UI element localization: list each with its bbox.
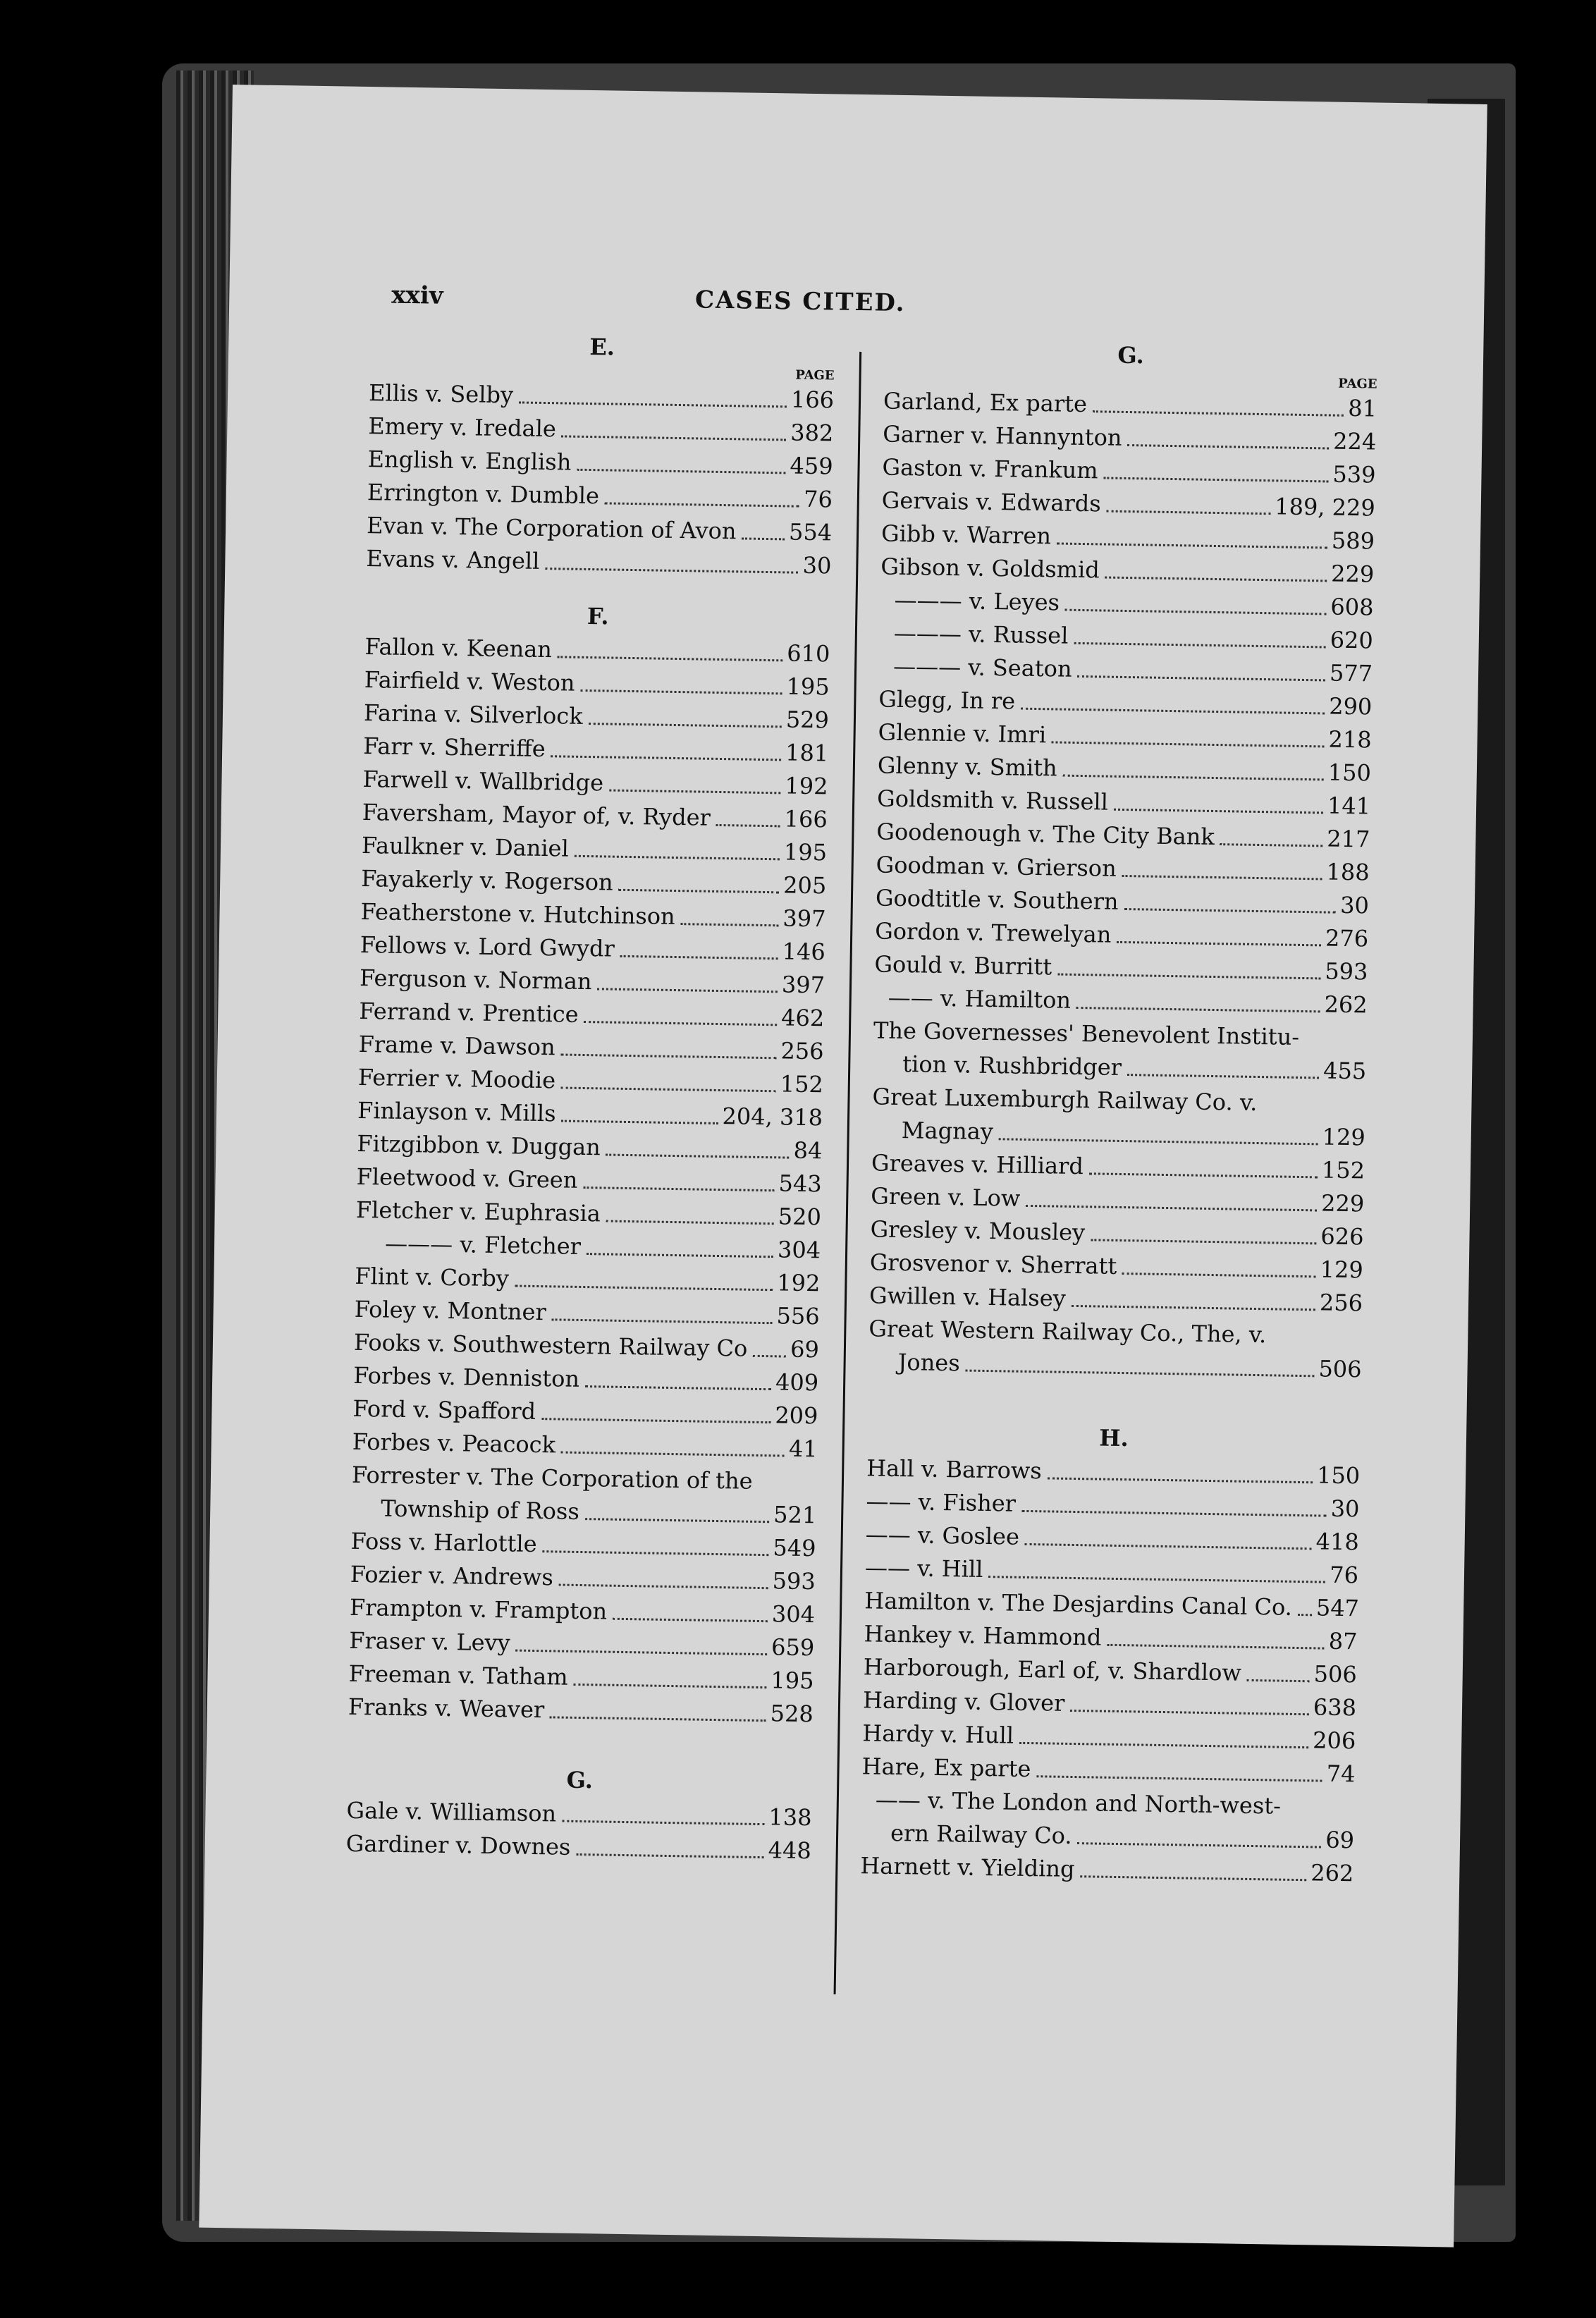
case-name: Green v. Low xyxy=(871,1182,1021,1212)
leader-dots xyxy=(716,824,780,827)
case-name: Glenny v. Smith xyxy=(877,752,1058,782)
leader-dots xyxy=(606,1220,774,1225)
leader-dots xyxy=(541,1418,771,1423)
case-name: Ferguson v. Norman xyxy=(359,964,592,995)
page-reference: 30 xyxy=(1339,891,1370,919)
case-name: Emery v. Iredale xyxy=(368,412,557,443)
page-reference: 620 xyxy=(1330,626,1374,654)
section-heading: F. xyxy=(587,602,609,630)
book-page xyxy=(199,85,1487,2248)
page-reference: 129 xyxy=(1320,1256,1364,1284)
leader-dots xyxy=(1026,1205,1317,1211)
case-name: Goodman v. Grierson xyxy=(876,851,1117,882)
page-reference: 304 xyxy=(777,1236,821,1264)
page-reference: 229 xyxy=(1320,1189,1365,1218)
case-name: Gordon v. Trewelyan xyxy=(874,917,1112,948)
case-name: Ferrier v. Moodie xyxy=(357,1063,556,1094)
case-name: Glennie v. Imri xyxy=(878,718,1047,749)
case-name: Frampton v. Frampton xyxy=(349,1593,608,1625)
leader-dots xyxy=(561,1086,776,1092)
leader-dots xyxy=(1093,410,1344,417)
case-name: Fairfield v. Weston xyxy=(364,666,575,697)
case-name: Hankey v. Hammond xyxy=(864,1620,1102,1651)
leader-dots xyxy=(1019,1742,1308,1748)
leader-dots xyxy=(1220,843,1323,847)
case-name: Harborough, Earl of, v. Shardlow xyxy=(863,1653,1242,1686)
page-reference: 166 xyxy=(784,805,828,833)
leader-dots xyxy=(1127,1074,1319,1079)
page-reference: 195 xyxy=(783,838,828,866)
page-reference: 76 xyxy=(1329,1561,1359,1589)
leader-dots xyxy=(577,469,785,474)
leader-dots xyxy=(1103,477,1328,482)
page-reference: 659 xyxy=(771,1633,815,1662)
page-reference: 608 xyxy=(1330,593,1374,621)
page-column-label: PAGE xyxy=(795,367,835,384)
case-name: Harding v. Glover xyxy=(862,1686,1065,1717)
leader-dots xyxy=(1114,809,1323,814)
leader-dots xyxy=(1122,1273,1316,1277)
page-reference: 146 xyxy=(782,938,826,966)
page-reference: 589 xyxy=(1331,527,1375,555)
leader-dots xyxy=(515,1284,773,1291)
leader-dots xyxy=(516,1650,768,1656)
page-reference: 539 xyxy=(1332,460,1376,489)
section-heading: G. xyxy=(566,1766,594,1794)
page-reference: 610 xyxy=(787,639,830,668)
page-reference: 304 xyxy=(771,1600,816,1629)
case-name: Greaves v. Hilliard xyxy=(871,1149,1084,1180)
case-name: —— v. The London and North-west- xyxy=(875,1786,1282,1820)
leader-dots xyxy=(558,656,782,661)
page-reference: 448 xyxy=(768,1836,812,1865)
case-name: Gaston v. Frankum xyxy=(882,453,1098,484)
page-reference: 262 xyxy=(1324,991,1368,1019)
page-reference: 549 xyxy=(773,1534,816,1562)
leader-dots xyxy=(559,1584,768,1590)
case-entry xyxy=(345,1827,811,1868)
case-entry xyxy=(873,1014,1367,1088)
page-reference: 206 xyxy=(1312,1727,1356,1755)
page-reference: 224 xyxy=(1332,427,1377,455)
leader-dots xyxy=(550,1716,766,1722)
page-column-label: PAGE xyxy=(1338,376,1377,392)
case-name: Fellows v. Lord Gwydr xyxy=(360,931,615,962)
leader-dots xyxy=(1025,1543,1312,1550)
case-name: Flint v. Corby xyxy=(355,1262,510,1292)
leader-dots xyxy=(1122,875,1322,880)
case-name: Great Luxemburgh Railway Co. v. xyxy=(872,1083,1258,1117)
case-name: Gresley v. Mousley xyxy=(870,1215,1086,1246)
case-name: Evan v. The Corporation of Avon xyxy=(366,512,737,545)
case-name: Foley v. Montner xyxy=(354,1295,547,1326)
page-reference: 218 xyxy=(1328,725,1372,754)
page-header xyxy=(391,281,1210,336)
case-name: Goodtitle v. Southern xyxy=(875,884,1119,915)
case-name: Fleetwood v. Green xyxy=(356,1163,578,1194)
case-name: Hare, Ex parte xyxy=(861,1753,1031,1783)
case-entry xyxy=(871,1080,1365,1154)
leader-dots xyxy=(1247,1679,1310,1682)
case-entry xyxy=(861,1783,1355,1857)
leader-dots xyxy=(560,1053,776,1059)
page-reference: 554 xyxy=(788,518,833,546)
leader-dots xyxy=(561,1452,785,1457)
page-reference: 276 xyxy=(1325,924,1369,952)
leader-dots xyxy=(1105,577,1327,582)
leader-dots xyxy=(588,723,781,728)
case-name: Finlayson v. Mills xyxy=(357,1096,556,1127)
page-reference: 150 xyxy=(1316,1461,1361,1490)
page-reference: 262 xyxy=(1310,1859,1354,1887)
page-reference: 69 xyxy=(790,1335,820,1363)
leader-dots xyxy=(1021,708,1325,715)
case-name: Fozier v. Andrews xyxy=(350,1560,554,1591)
leader-dots xyxy=(1036,1775,1322,1782)
case-entry xyxy=(860,1849,1354,1890)
case-name: Forbes v. Peacock xyxy=(352,1428,556,1459)
leader-dots xyxy=(587,1253,773,1258)
leader-dots xyxy=(613,1618,768,1622)
case-name: Fitzgibbon v. Duggan xyxy=(357,1129,601,1161)
page-reference: 593 xyxy=(772,1567,816,1595)
page-reference: 138 xyxy=(768,1803,812,1832)
case-name: Hall v. Barrows xyxy=(866,1454,1043,1485)
page-reference: 192 xyxy=(777,1269,821,1297)
case-name: Fallon v. Keenan xyxy=(364,633,553,663)
page-reference: 166 xyxy=(790,386,835,414)
case-name: —— v. Hill xyxy=(864,1554,983,1583)
case-name: Gibson v. Goldsmid xyxy=(880,553,1100,584)
case-name: Glegg, In re xyxy=(878,685,1016,715)
leader-dots xyxy=(583,1186,774,1191)
page-reference: 521 xyxy=(773,1501,817,1529)
case-name: Gibb v. Warren xyxy=(880,520,1052,550)
page-reference: 397 xyxy=(781,971,825,999)
leader-dots xyxy=(1080,1875,1306,1881)
leader-dots xyxy=(1117,941,1321,947)
page-reference: 382 xyxy=(790,419,834,447)
right-column xyxy=(860,338,1377,1891)
case-name: Gardiner v. Downes xyxy=(345,1829,571,1860)
case-name: Fayakerly v. Rogerson xyxy=(361,865,613,896)
page-reference: 189, 229 xyxy=(1274,493,1376,522)
case-name: Ellis v. Selby xyxy=(368,379,514,409)
case-name-cont: Township of Ross xyxy=(381,1495,580,1525)
leader-dots xyxy=(1065,609,1327,615)
page-reference: 593 xyxy=(1325,957,1368,986)
case-name: Evans v. Angell xyxy=(366,545,540,575)
leader-dots xyxy=(1048,1477,1313,1483)
leader-dots xyxy=(1077,675,1325,682)
case-name: Farwell v. Wallbridge xyxy=(362,766,604,797)
leader-dots xyxy=(1070,1710,1309,1715)
leader-dots xyxy=(1107,1644,1324,1650)
leader-dots xyxy=(580,689,782,694)
page-reference: 81 xyxy=(1347,394,1377,422)
leader-dots xyxy=(1077,1842,1321,1848)
leader-dots xyxy=(966,1370,1315,1378)
case-name: Goldsmith v. Russell xyxy=(876,785,1109,816)
page-reference: 229 xyxy=(1330,560,1375,588)
page-reference: 205 xyxy=(782,871,827,900)
page-reference: 141 xyxy=(1327,792,1371,820)
page-reference: 181 xyxy=(785,739,829,767)
case-name: Farina v. Silverlock xyxy=(363,699,583,730)
leader-dots xyxy=(1074,642,1325,649)
case-name-cont: Jones xyxy=(897,1349,961,1377)
page-reference: 209 xyxy=(775,1402,818,1430)
page-reference: 462 xyxy=(780,1004,825,1032)
left-column xyxy=(345,330,835,1868)
page-reference: 528 xyxy=(770,1700,814,1728)
leader-dots xyxy=(609,790,780,795)
case-name-cont: Magnay xyxy=(901,1117,994,1146)
leader-dots xyxy=(620,955,778,960)
case-name: ——— v. Fletcher xyxy=(384,1229,582,1260)
leader-dots xyxy=(1298,1614,1312,1616)
page-reference: 547 xyxy=(1315,1594,1360,1622)
page-reference: 69 xyxy=(1325,1826,1355,1854)
leader-dots xyxy=(618,889,779,894)
page-reference: 506 xyxy=(1313,1660,1358,1688)
case-name: Frame v. Dawson xyxy=(358,1030,555,1061)
page-reference: 195 xyxy=(786,673,830,701)
section-gap xyxy=(348,1724,814,1770)
page-reference: 543 xyxy=(778,1170,822,1198)
page-reference: 152 xyxy=(780,1070,824,1098)
leader-dots xyxy=(1127,444,1329,449)
page-reference: 529 xyxy=(785,706,830,734)
leader-dots xyxy=(606,1154,790,1159)
leader-dots xyxy=(575,855,780,861)
section-heading: E. xyxy=(589,333,615,361)
page-reference: 76 xyxy=(803,485,833,513)
page-reference: 41 xyxy=(788,1435,818,1463)
case-name: —— v. Fisher xyxy=(866,1488,1017,1517)
leader-dots xyxy=(584,1021,777,1026)
case-name-cont: tion v. Rushbridger xyxy=(902,1050,1122,1081)
case-name: Farr v. Sherriffe xyxy=(362,732,546,763)
leader-dots xyxy=(576,1853,763,1858)
leader-dots xyxy=(753,1355,786,1358)
case-name: Garner v. Hannynton xyxy=(883,420,1122,451)
leader-dots xyxy=(585,1385,771,1390)
leader-dots xyxy=(1076,1007,1320,1012)
page-reference: 87 xyxy=(1328,1627,1358,1655)
page-reference: 256 xyxy=(1319,1289,1363,1317)
case-name: Faulkner v. Daniel xyxy=(361,832,570,862)
section-heading: H. xyxy=(1099,1424,1129,1452)
leader-dots xyxy=(1063,775,1324,781)
case-name: ——— v. Seaton xyxy=(892,652,1072,682)
case-entry xyxy=(351,1459,817,1532)
case-name: Gwillen v. Halsey xyxy=(868,1282,1067,1312)
case-name: Franks v. Weaver xyxy=(348,1693,545,1724)
page-reference: 188 xyxy=(1326,858,1370,886)
page-reference: 520 xyxy=(778,1203,822,1231)
case-name: Fraser v. Levy xyxy=(349,1626,511,1657)
leader-dots xyxy=(1057,542,1327,548)
page-reference: 556 xyxy=(776,1302,820,1330)
case-name: Gervais v. Edwards xyxy=(881,486,1102,517)
case-name: Hardy v. Hull xyxy=(862,1719,1014,1749)
case-name: Grosvenor v. Sherratt xyxy=(869,1249,1117,1280)
page-reference: 577 xyxy=(1329,659,1373,687)
case-name: ——— v. Leyes xyxy=(894,586,1060,616)
page-reference: 195 xyxy=(771,1667,814,1695)
leader-dots xyxy=(597,988,777,993)
page-reference: 204, 318 xyxy=(722,1103,823,1132)
leader-dots xyxy=(542,1550,768,1556)
page-reference: 217 xyxy=(1327,825,1370,853)
page-reference: 192 xyxy=(785,772,828,800)
leader-dots xyxy=(1107,510,1271,515)
page-reference: 84 xyxy=(793,1136,823,1165)
leader-dots xyxy=(561,1120,718,1124)
page-reference: 290 xyxy=(1328,692,1373,720)
case-name: ——— v. Russel xyxy=(893,619,1069,649)
case-name: The Governesses' Benevolent Institu- xyxy=(873,1017,1300,1050)
page-reference: 150 xyxy=(1327,759,1372,787)
case-name: —— v. Goslee xyxy=(865,1521,1020,1550)
case-name: Freeman v. Tatham xyxy=(348,1660,568,1691)
leader-dots xyxy=(1072,1305,1315,1311)
case-name: Forbes v. Denniston xyxy=(352,1361,580,1392)
page-reference: 256 xyxy=(780,1037,824,1065)
case-name: English v. English xyxy=(367,446,572,476)
leader-dots xyxy=(562,435,787,441)
leader-dots xyxy=(999,1138,1318,1145)
page-reference: 129 xyxy=(1322,1123,1366,1151)
case-name: Ferrand v. Prentice xyxy=(359,997,579,1028)
leader-dots xyxy=(545,568,798,574)
leader-dots xyxy=(562,1820,764,1826)
section-heading: G. xyxy=(1117,341,1145,369)
leader-dots xyxy=(1089,1172,1318,1178)
leader-dots xyxy=(551,755,781,761)
case-name: Fletcher v. Euphrasia xyxy=(355,1196,601,1227)
case-name: Great Western Railway Co., The, v. xyxy=(868,1315,1267,1349)
page-reference: 74 xyxy=(1326,1760,1356,1788)
page-reference: 506 xyxy=(1318,1355,1362,1383)
leader-dots xyxy=(605,502,799,507)
leader-dots xyxy=(519,401,787,407)
case-name: —— v. Hamilton xyxy=(888,983,1072,1014)
page-reference: 638 xyxy=(1313,1693,1357,1722)
page-reference: 30 xyxy=(1330,1495,1360,1523)
case-name: Errington v. Dumble xyxy=(367,479,600,510)
leader-dots xyxy=(1021,1510,1327,1517)
leader-dots xyxy=(585,1518,769,1523)
case-name: Featherstone v. Hutchinson xyxy=(360,897,675,931)
page-reference: 397 xyxy=(782,904,826,933)
page-title: CASES CITED. xyxy=(694,286,906,318)
case-name-cont: ern Railway Co. xyxy=(890,1819,1072,1850)
leader-dots xyxy=(573,1684,766,1688)
case-name: Goodenough v. The City Bank xyxy=(876,818,1215,851)
section-gap xyxy=(867,1378,1361,1428)
case-name: Foss v. Harlottle xyxy=(350,1527,537,1558)
case-name: Faversham, Mayor of, v. Ryder xyxy=(362,799,711,831)
page-reference: 418 xyxy=(1315,1528,1360,1556)
page-reference: 152 xyxy=(1321,1156,1365,1184)
case-name: Gale v. Williamson xyxy=(346,1796,557,1827)
leader-dots xyxy=(1124,908,1336,914)
case-name: Garland, Ex parte xyxy=(883,387,1088,418)
leader-dots xyxy=(680,923,778,926)
page-number: xxiv xyxy=(391,281,443,310)
leader-dots xyxy=(988,1576,1325,1583)
leader-dots xyxy=(742,537,785,540)
case-name: Harnett v. Yielding xyxy=(860,1852,1075,1883)
leader-dots xyxy=(1052,741,1324,747)
leader-dots xyxy=(552,1318,773,1324)
page-reference: 459 xyxy=(790,452,833,480)
leader-dots xyxy=(1057,974,1320,980)
case-name: Gould v. Burritt xyxy=(874,950,1052,981)
leader-dots xyxy=(1091,1239,1316,1244)
case-name: Hamilton v. The Desjardins Canal Co. xyxy=(864,1587,1293,1621)
page-reference: 30 xyxy=(802,551,832,580)
case-entry xyxy=(868,1312,1362,1386)
page-reference: 626 xyxy=(1320,1222,1364,1251)
page-reference: 409 xyxy=(775,1368,819,1397)
case-name: Forrester v. The Corporation of the xyxy=(351,1461,753,1495)
column-divider xyxy=(834,352,862,1994)
page-reference: 455 xyxy=(1322,1057,1367,1085)
case-name: Fooks v. Southwestern Railway Co xyxy=(353,1328,748,1362)
case-name: Ford v. Spafford xyxy=(352,1394,536,1425)
